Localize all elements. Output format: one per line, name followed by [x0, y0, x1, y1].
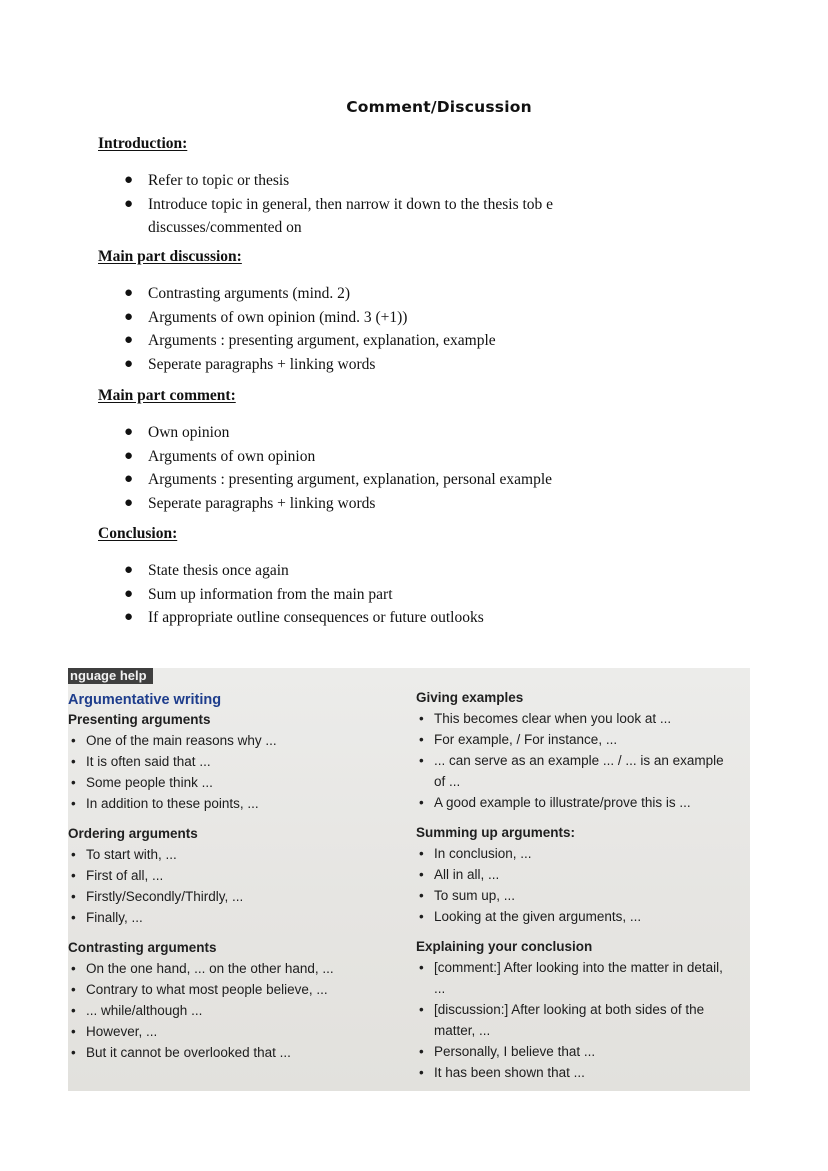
bullet-icon: ●: [124, 471, 134, 487]
list-item: ● Sum up information from the main part: [148, 583, 658, 607]
ordering-arguments-heading: Ordering arguments: [68, 826, 198, 841]
presenting-arguments-list: [68, 730, 398, 814]
argumentative-writing-title: Argumentative writing: [68, 692, 222, 708]
list-item: ● If appropriate outline consequences or future outlooks: [148, 606, 658, 630]
bullet-icon: ●: [124, 585, 134, 602]
list-item: • It has been shown that ...: [416, 1062, 736, 1083]
list-item: • [comment:] After looking into the matter in detail, ...: [416, 957, 736, 999]
bullet-icon: •: [71, 1045, 76, 1060]
list-item: ● Arguments : presenting argument, explanation, personal example: [148, 468, 658, 492]
section-introduction: [98, 135, 658, 240]
bullet-icon: •: [419, 1002, 424, 1017]
bullet-icon: ●: [124, 609, 134, 625]
summing-up-heading: Summing up arguments:: [416, 825, 576, 840]
bullet-icon: •: [419, 888, 424, 903]
list-item: • In conclusion, ...: [416, 843, 736, 864]
section-heading: Main part comment:: [98, 387, 236, 404]
bullet-icon: •: [71, 868, 76, 883]
list-item: • Looking at the given arguments, ...: [416, 906, 736, 927]
bullet-icon: •: [71, 775, 76, 790]
list-item: • Firstly/Secondly/Thirdly, ...: [68, 886, 398, 907]
bullet-icon: ●: [124, 285, 134, 301]
list-item: • It is often said that ...: [68, 751, 398, 772]
list-item: ● State thesis once again: [148, 559, 658, 583]
list-item: ● Seperate paragraphs + linking words: [148, 492, 658, 516]
bullet-list: [98, 169, 658, 240]
list-item: • To start with, ...: [68, 844, 398, 865]
list-item: ● Introduce topic in general, then narrow it down to the thesis tob e discusses/commented on: [148, 193, 658, 240]
explaining-conclusion-list: [416, 957, 736, 1083]
bullet-icon: •: [419, 1044, 424, 1059]
list-item: • Finally, ...: [68, 907, 398, 928]
bullet-list: [98, 559, 658, 630]
list-item: • First of all, ...: [68, 865, 398, 886]
giving-examples-heading: Giving examples: [416, 690, 524, 705]
bullet-icon: ●: [124, 308, 134, 325]
section-main-part-discussion: [98, 248, 658, 376]
section-heading: Conclusion:: [98, 525, 178, 542]
bullet-icon: •: [419, 1065, 424, 1080]
list-item: • For example, / For instance, ...: [416, 729, 736, 750]
bullet-icon: ●: [124, 562, 134, 578]
bullet-icon: ●: [124, 332, 134, 348]
bullet-icon: •: [71, 796, 76, 811]
contrasting-arguments-heading: Contrasting arguments: [68, 940, 217, 955]
bullet-icon: ●: [124, 355, 134, 372]
list-item: • To sum up, ...: [416, 885, 736, 906]
giving-examples-list: [416, 708, 736, 813]
list-item: • In addition to these points, ...: [68, 793, 398, 814]
bullet-icon: •: [71, 889, 76, 904]
section-main-part-comment: [98, 387, 658, 515]
ordering-arguments-list: [68, 844, 398, 928]
language-help-left-column: [68, 690, 398, 1063]
list-item: • All in all, ...: [416, 864, 736, 885]
bullet-list: [98, 421, 658, 515]
contrasting-arguments-list: [68, 958, 398, 1063]
list-item: ● Own opinion: [148, 421, 658, 445]
list-item: • This becomes clear when you look at ...: [416, 708, 736, 729]
list-item: • Personally, I believe that ...: [416, 1041, 736, 1062]
list-item: • ... while/although ...: [68, 1000, 398, 1021]
bullet-icon: •: [419, 711, 424, 726]
list-item: ● Seperate paragraphs + linking words: [148, 353, 658, 377]
list-item: • A good example to illustrate/prove this is ...: [416, 792, 736, 813]
bullet-icon: •: [71, 1003, 76, 1018]
language-help-right-column: [416, 688, 736, 1083]
bullet-icon: •: [419, 795, 424, 810]
bullet-icon: ●: [124, 424, 134, 440]
bullet-icon: •: [419, 753, 424, 768]
list-item: ● Arguments : presenting argument, explanation, example: [148, 329, 658, 353]
bullet-icon: ●: [124, 447, 134, 464]
bullet-icon: •: [71, 961, 76, 976]
bullet-icon: •: [419, 867, 424, 882]
list-item: • One of the main reasons why ...: [68, 730, 398, 751]
list-item: • ... can serve as an example ... / ... is an example of ...: [416, 750, 736, 792]
bullet-icon: •: [419, 909, 424, 924]
bullet-icon: •: [71, 754, 76, 769]
bullet-icon: ●: [124, 195, 134, 212]
bullet-icon: •: [419, 846, 424, 861]
summing-up-list: [416, 843, 736, 927]
list-item: • [discussion:] After looking at both sides of the matter, ...: [416, 999, 736, 1041]
section-heading: Introduction:: [98, 135, 188, 152]
bullet-icon: •: [419, 732, 424, 747]
list-item: ● Arguments of own opinion (mind. 3 (+1)): [148, 306, 658, 330]
list-item: • But it cannot be overlooked that ...: [68, 1042, 398, 1063]
presenting-arguments-heading: Presenting arguments: [68, 712, 211, 727]
list-item: • On the one hand, ... on the other hand, ...: [68, 958, 398, 979]
section-conclusion: [98, 525, 658, 630]
list-item: • Contrary to what most people believe, ...: [68, 979, 398, 1000]
language-help-label: nguage help: [68, 668, 153, 684]
bullet-icon: ●: [124, 172, 134, 188]
explaining-conclusion-heading: Explaining your conclusion: [416, 939, 593, 954]
list-item: • However, ...: [68, 1021, 398, 1042]
bullet-icon: •: [71, 733, 76, 748]
bullet-icon: •: [71, 847, 76, 862]
bullet-icon: ●: [124, 494, 134, 511]
bullet-list: [98, 282, 658, 376]
list-item: • Some people think ...: [68, 772, 398, 793]
list-item: ● Refer to topic or thesis: [148, 169, 658, 193]
language-help-box: [68, 668, 750, 1091]
list-item: ● Arguments of own opinion: [148, 445, 658, 469]
list-item: ● Contrasting arguments (mind. 2): [148, 282, 658, 306]
bullet-icon: •: [71, 982, 76, 997]
bullet-icon: •: [71, 910, 76, 925]
bullet-icon: •: [419, 960, 424, 975]
page-title: Comment/Discussion: [346, 98, 532, 116]
bullet-icon: •: [71, 1024, 76, 1039]
section-heading: Main part discussion:: [98, 248, 242, 265]
